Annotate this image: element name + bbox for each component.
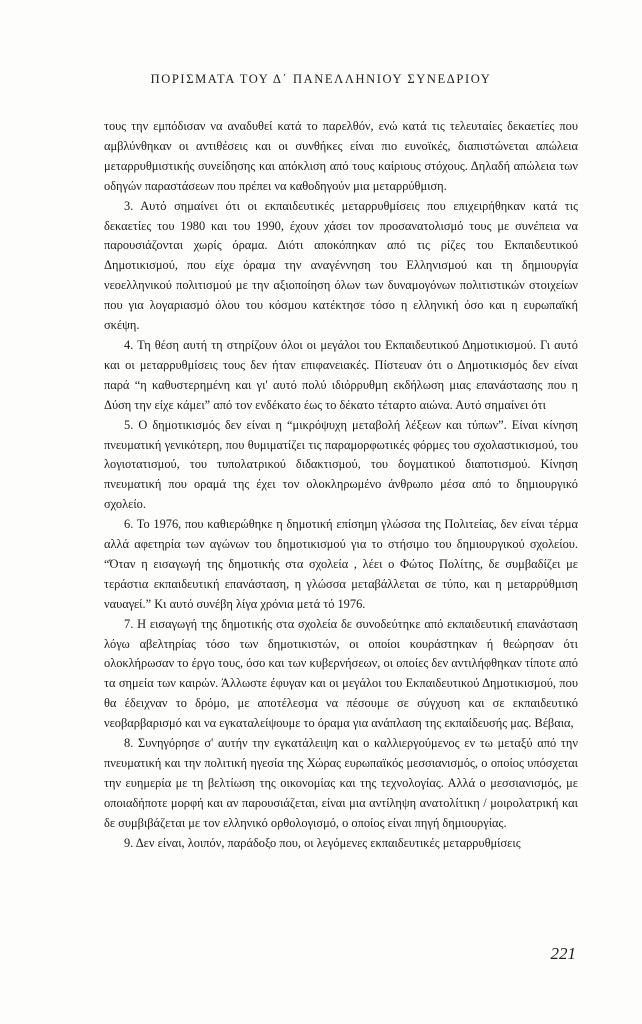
paragraph-8: 8. Συνηγόρησε σ' αυτήν την εγκατάλειψη και ο καλλιεργούμενος εν τω μεταξύ από την πνευματική και την πολιτική ηγεσία της Χώρας ευρωπαϊκός μεσσιανισμός, ο οποίος υπόσχεται την ευημερία με τη βελτίωση της οικονομίας και της τεχνολογίας. Αλλά ο μεσσιανισμός, με οποιαδήποτε μορφή και αν παρουσιάζεται, είναι μια αντίληψη ανατολίτικη / μοιρολατρική και δε συμβιβάζεται με τον ελληνικό ορθολογισμό, ο οποίος είναι πηγή δημιουργίας. bbox=[104, 736, 578, 830]
paragraph-4: 4. Τη θέση αυτή τη στηρίζουν όλοι οι μεγάλοι του Εκπαιδευτικού Δημοτικισμού. Γι αυτό και οι μεταρρυθμίσεις τους δεν ήταν επιφανειακές. Πίστευαν ότι ο Δημοτικισμός δεν είναι παρά “η καθυστερημένη και γι' αυτό πολύ ιδιόρρυθμη εκδήλωση μιας επανάστασης που η Δύση την είχε κάμει” από τον ενδέκατο έως το δέκατο τέταρτο αιώνα. Αυτό σημαίνει ότι bbox=[104, 337, 578, 412]
page-number: 221 bbox=[550, 944, 576, 963]
paragraph-6: 6. Το 1976, που καθιερώθηκε η δημοτική επίσημη γλώσσα της Πολιτείας, δεν είναι τέρμα αλλά αφετηρία των αγώνων του δημοτικισμού για το στήσιμο του δημιουργικού σχολείου. “Όταν η εισαγωγή της δημοτικής στα σχολεία , λέει ο Φώτος Πολίτης, δε συμβαδίζει με τεράστια εκπαιδευτική επανάσταση, η γλώσσα μεταβάλλεται σε τύπο, και η μεταρρύθμιση ναυαγεί.” Κι αυτό συνέβη λίγα χρόνια μετά τό 1976. bbox=[104, 517, 578, 611]
paragraph-9: 9. Δεν είναι, λοιπόν, παράδοξο που, οι λεγόμενες εκπαιδευτικές μεταρρυθμίσεις bbox=[124, 835, 521, 850]
body-text bbox=[104, 117, 578, 854]
paragraph-5: 5. Ο δημοτικισμός δεν είναι η “μικρόψυχη μεταβολή λέξεων και τύπων”. Είναι κίνηση πνευματική γενικότερη, που θυμιματίζει τις παραμορφωτικές φόρμες του σχολαστικισμού, του λογιοτατισμού, του τυπολατρικού διδακτισμού, του δογματικού διαποτισμού. Κίνηση πνευματική που οραμά της έχει τον ολοκληρωμένο άνθρωπο μέσα από το δημιουργικό σχολείο. bbox=[104, 417, 578, 512]
running-header: ΠΟΡΙΣΜΑΤΑ ΤΟΥ Δ΄ ΠΑΝΕΛΛΗΝΙΟΥ ΣΥΝΕΔΡΙΟΥ bbox=[150, 72, 492, 86]
paragraph-3: 3. Αυτό σημαίνει ότι οι εκπαιδευτικές μεταρρυθμίσεις που επιχειρήθηκαν κατά τις δεκαετίες του 1980 και του 1990, έχουν χάσει τον προσανατολισμό τους με συνέπεια να παρουσιάζονται χωρίς όραμα. Διότι αποκόπηκαν από τις ρίζες του Εκπαιδευτικού Δημοτικισμού, που είχε όραμα την αναγέννηση του Ελληνισμού και τη δημιουργία νεοελληνικού πολιτισμού με την αξιοποίηση όλων των δυναμογόνων πολιτιστικών στοιχείων που για λογαριασμό όλου του κόσμου κατέκτησε τόσο η ελληνική όσο και η ευρωπαϊκή σκέψη. bbox=[104, 198, 578, 333]
paragraph-continuation: τους την εμπόδισαν να αναδυθεί κατά το παρελθόν, ενώ κατά τις τελευταίες δεκαετίες που αμβλύνθηκαν οι αντιθέσεις και οι συνθήκες είναι πιο ευνοϊκές, διαπιστώνεται απώλεια μεταρρυθμιστικής συνείδησης και απόκλιση από τους καίριους στόχους. Δηλαδή απώλεια των οδηγών παραστάσεων που πρέπει να καθοδηγούν μια μεταρρύθμιση. bbox=[104, 119, 578, 193]
paragraph-7: 7. Η εισαγωγή της δημοτικής στα σχολεία δε συνοδεύτηκε από εκπαιδευτική επανάσταση λόγω αβελτηρίας τόσο των δημοτικιστών, οι οποίοι κουράστηκαν ή θεώρησαν ότι ολοκλήρωσαν το έργο τους, όσο και των κυβερνήσεων, οι οποίες δεν αντιλήφθηκαν τίποτε από τα σημεία των καιρών. Άλλωστε έφυγαν και οι μεγάλοι του Εκπαιδευτικού Δημοτικισμού, που θα έδειχναν το δρόμο, με αποτέλεσμα να πέσουμε σε σύγχυση και σε εκπαιδευτικό νεοβαρβαρισμό και να εγκαταλείψουμε το όραμα για ανάπλαση της εκπαίδευσής μας. Βέβαια, bbox=[104, 616, 578, 731]
